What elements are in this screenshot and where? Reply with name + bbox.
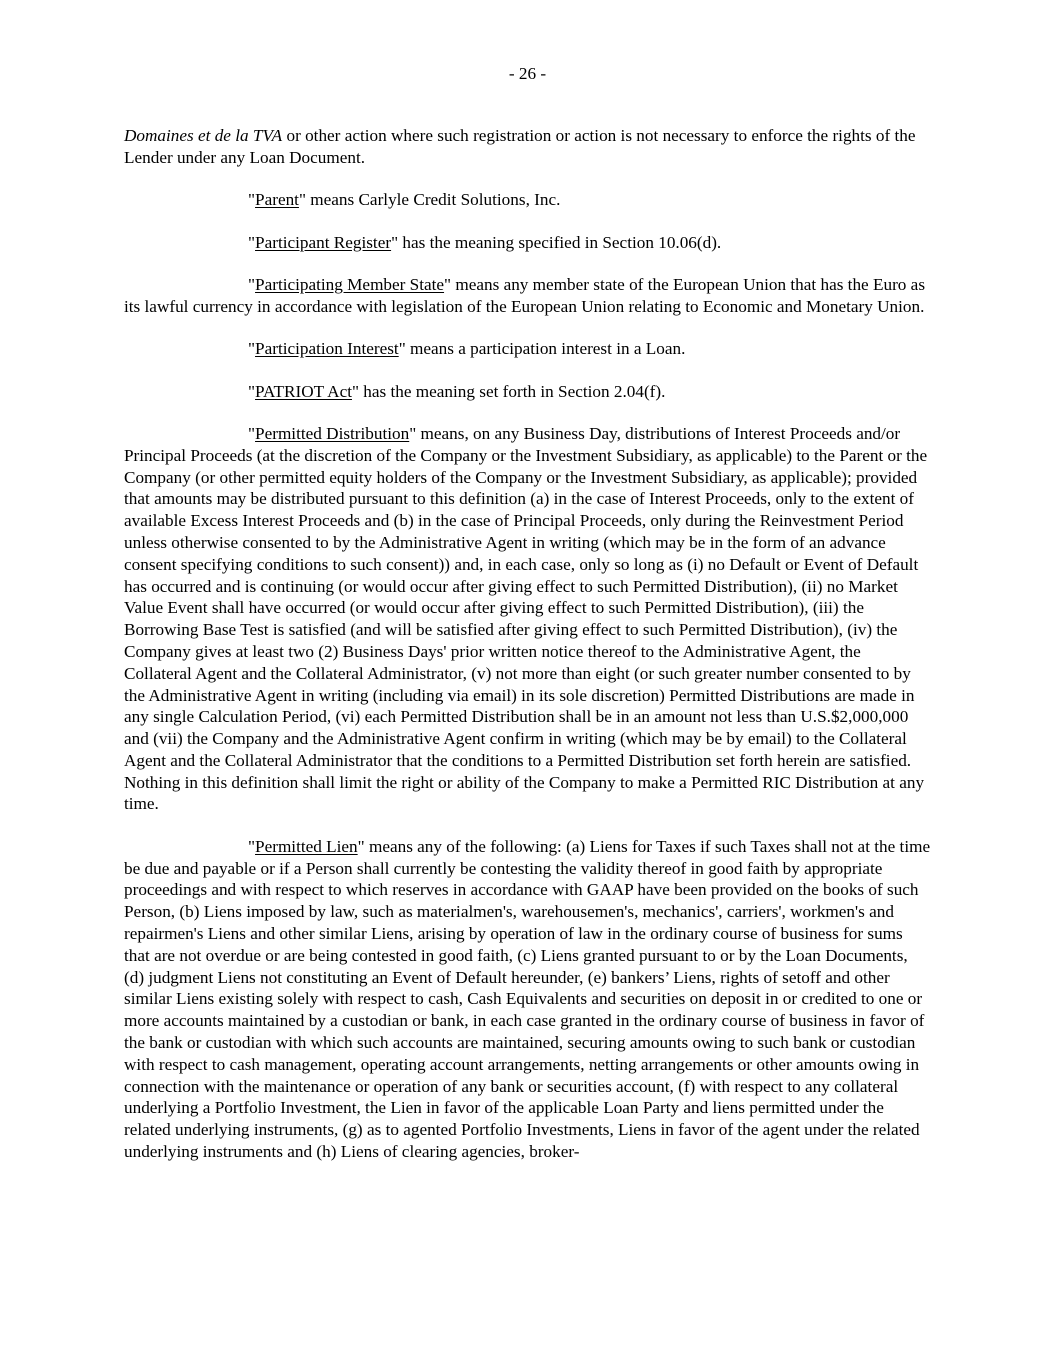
open-quote: " xyxy=(248,836,256,856)
definition-text: " means, on any Business Day, distributions of Interest Proceeds and/or Principal Proceeds (at the discretion of the Company or the Investment Subsidiary, as applicable) to the Parent or the Company (or other permitted equity holders of the Company or the Investment Subsidiary, as applicable); provided that amounts may be distributed pursuant to this definition (a) in the case of Interest Proceeds, only to the extent of available Excess Interest Proceeds and (b) in the case of Principal Proceeds, only during the Reinvestment Period unless otherwise consented to by the Administrative Agent in writing (which may be in the form of an advance consent specifying conditions to such consent)) and, in each case, only so long as (i) no Default or Event of Default has occurred and is continuing (or would occur after giving effect to such Permitted Distribution), (ii) no Market Value Event shall have occurred (or would occur after giving effect to such Permitted Distribution), (iii) the Borrowing Base Test is satisfied (and will be satisfied after giving effect to such Permitted Distribution), (iv) the Company gives at least two (2) Business Days' prior written notice thereof to the Administrative Agent, the Collateral Agent and the Collateral Administrator, (v) not more than eight (or such greater number consented to by the Administrative Agent in writing (including via email) in its sole discretion) Permitted Distributions are made in any single Calculation Period, (vi) each Permitted Distribution shall be in an amount not less than U.S.$2,000,000 and (vii) the Company and the Administrative Agent confirm in writing (which may be by email) to the Collateral Agent and the Collateral Administrator that the conditions to a Permitted Distribution set forth herein are satisfied. Nothing in this definition shall limit the right or ability of the Company to make a Permitted RIC Distribution at any time. xyxy=(124,423,928,814)
definition-parent xyxy=(124,189,931,211)
definition-participating-member-state xyxy=(124,274,931,318)
paragraph-continuation xyxy=(124,125,931,169)
defined-term: Participation Interest xyxy=(255,339,399,359)
definition-participation-interest xyxy=(124,338,931,360)
defined-term: PATRIOT Act xyxy=(255,381,352,401)
open-quote: " xyxy=(248,190,256,210)
defined-term: Permitted Lien xyxy=(255,836,358,856)
defined-term: Parent xyxy=(255,190,299,210)
definition-permitted-distribution xyxy=(124,423,931,815)
definition-permitted-lien xyxy=(124,836,931,1163)
paragraph-text: or other action where such registration or action is not necessary to enforce the rights of the Lender under any Loan Document. xyxy=(124,126,916,167)
open-quote: " xyxy=(248,423,256,443)
definition-text: " means any of the following: (a) Liens for Taxes if such Taxes shall not at the time be due and payable or if a Person shall currently be contesting the validity thereof in good faith by appropriate proceedings and with respect to which reserves in accordance with GAAP have been provided on the books of such Person, (b) Liens imposed by law, such as materialmen's, warehousemen's, mechanics', carriers', workmen's and repairmen's Liens and other similar Liens, arising by operation of law in the ordinary course of business for sums that are not overdue or are being contested in good faith, (c) Liens granted pursuant to or by the Loan Documents, (d) judgment Liens not constituting an Event of Default hereunder, (e) bankers’ Liens, rights of setoff and other similar Liens existing solely with respect to cash, Cash Equivalents and securities on deposit in or credited to one or more accounts maintained by a custodian or bank, in each case granted in the ordinary course of business in favor of the bank or custodian with which such accounts are maintained, securing amounts owing to such bank or custodian with respect to cash management, operating account arrangements, netting arrangements or other amounts owing in connection with the maintenance or operation of any bank or securities account, (f) with respect to any collateral underlying a Portfolio Investment, the Lien in favor of the applicable Loan Party and liens permitted under the related underlying instruments, (g) as to agented Portfolio Investments, Liens in favor of the agent under the related underlying instruments and (h) Liens of clearing agencies, broker- xyxy=(124,836,931,1162)
defined-term: Participant Register xyxy=(255,232,392,252)
open-quote: " xyxy=(248,339,256,359)
definition-text: " has the meaning set forth in Section 2.04(f). xyxy=(351,381,666,401)
document-body xyxy=(124,125,931,1183)
open-quote: " xyxy=(248,381,256,401)
open-quote: " xyxy=(248,274,256,294)
definition-text: " means any member state of the European Union that has the Euro as its lawful currency in accordance with legislation of the European Union relating to Economic and Monetary Union. xyxy=(124,274,926,316)
definition-text: " has the meaning specified in Section 10.06(d). xyxy=(391,232,722,252)
definition-patriot-act xyxy=(124,381,931,403)
defined-term: Permitted Distribution xyxy=(255,423,410,443)
page-number: - 26 - xyxy=(508,64,547,83)
definition-participant-register xyxy=(124,232,931,254)
definition-text: " means a participation interest in a Loan. xyxy=(398,339,686,359)
italic-phrase: Domaines et de la TVA xyxy=(124,126,283,145)
open-quote: " xyxy=(248,232,256,252)
defined-term: Participating Member State xyxy=(255,274,445,294)
definition-text: " means Carlyle Credit Solutions, Inc. xyxy=(298,190,561,210)
